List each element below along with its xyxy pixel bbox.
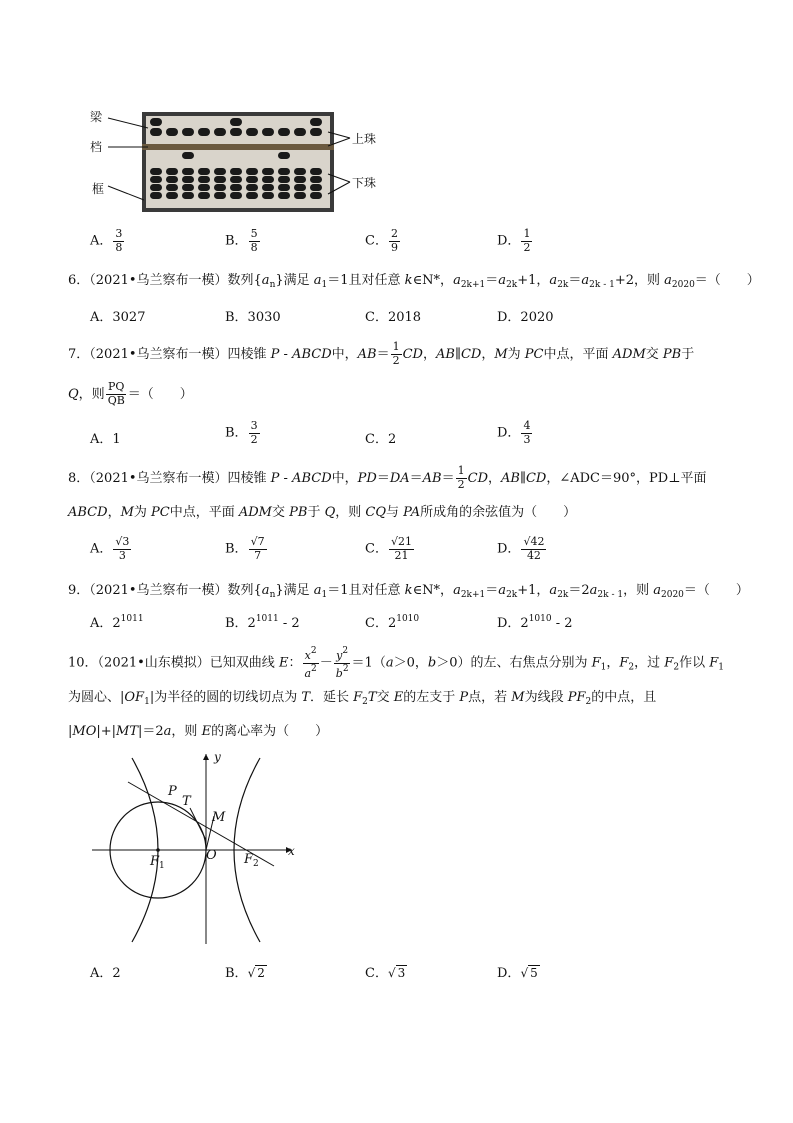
q7-option-b[interactable]: B． $\frac{3}{2}$	[225, 419, 258, 446]
abacus-figure	[88, 104, 418, 216]
q7-stem	[68, 338, 728, 412]
label-rod: 档	[90, 140, 103, 154]
q10-option-a[interactable]: A．2	[90, 966, 121, 981]
q5-option-d[interactable]	[497, 228, 533, 254]
q8-option-a[interactable]: A． $\frac{√3}{3}$	[90, 535, 130, 562]
q9-option-b[interactable]: B．$2^{1011} - 2$	[225, 614, 300, 631]
fig-label-y: y	[214, 750, 221, 764]
q8-option-d[interactable]: D． $\frac{√42}{42}$	[497, 535, 545, 562]
q5-option-d-fraction: $\frac{1}{2}$	[523, 227, 531, 254]
q5-option-c-fraction: $\frac{2}{9}$	[390, 227, 398, 254]
q9-option-d[interactable]: D．$2^{1010} - 2$	[497, 614, 573, 631]
label-beam: 梁	[90, 110, 103, 124]
q5-option-b-fraction: $\frac{5}{8}$	[250, 227, 258, 254]
q7-option-a[interactable]: A．1	[90, 432, 121, 447]
q8-line-1: 8．（2021•乌兰察布一模）四棱锥 P - ABCD中，PD＝DA＝AB＝ $\frac{1}{2}$ CD，AB∥CD，∠ADC＝90°，PD⊥平面	[68, 464, 707, 491]
q10-hyperbola-figure	[88, 748, 308, 948]
q6-line-1: 6．（2021•乌兰察布一模）数列$\{a_n\}$满足 $a_1=1$且对任意 k∈N*，$a_{2k+1}=a_{2k}+1$，$a_{2k}=a_{2k - 1}+2$，则 $a_{2020}=$（ ）	[68, 273, 760, 290]
q6-option-b[interactable]: B．3030	[225, 310, 281, 325]
q8-line-2: ABCD，M为 PC中点，平面 ADM交 PB于 Q，则 CQ与 PA所成角的余弦值为（ ）	[68, 505, 577, 520]
q7-line-1: 7．（2021•乌兰察布一模）四棱锥 P - ABCD中，AB＝ $\frac{1}{2}$ CD，AB∥CD，M为 PC中点，平面 ADM交 PB于	[68, 340, 695, 367]
fig-label-p: P	[168, 784, 177, 799]
q8-option-c[interactable]: C． $\frac{√21}{21}$	[365, 535, 412, 562]
q5-option-b[interactable]	[225, 228, 261, 254]
q8-option-b[interactable]: B． $\frac{√7}{7}$	[225, 535, 265, 562]
q9-option-c[interactable]: C．$2^{1010}$	[365, 614, 420, 631]
label-frame: 框	[92, 182, 105, 196]
fig-label-f1: $F_1$	[150, 854, 165, 871]
q5-option-d-letter: D．	[497, 233, 521, 249]
q5-option-a-letter: A．	[90, 233, 113, 249]
q5-option-c[interactable]	[365, 228, 401, 254]
q7-option-d[interactable]: D． $\frac{4}{3}$	[497, 419, 531, 446]
label-upper-bead: 上珠	[352, 132, 377, 146]
fig-label-o: O	[206, 848, 217, 863]
q10-line-1: 10．（2021•山东模拟）已知双曲线 E： $\frac{x^2}{a^2}$ － $\frac{y^2}{b^2}$ ＝1（a＞0，b＞0）的左、右焦点分别为 $F_1$，$F_2$，过 $F_2$作以 $F_1$	[68, 646, 724, 680]
q8-stem	[68, 462, 728, 530]
fig-label-x: x	[288, 844, 295, 858]
q6-option-a[interactable]: A．3027	[90, 310, 146, 325]
q5-option-b-letter: B．	[225, 233, 248, 249]
q10-option-c[interactable]: C．√ 3	[365, 966, 406, 981]
q7-option-c[interactable]: C．2	[365, 432, 397, 447]
q7-line-2: Q，则 $\frac{PQ}{QB}$ ＝（ ）	[68, 380, 193, 407]
q5-option-c-letter: C．	[365, 233, 388, 249]
q5-option-a[interactable]	[90, 228, 125, 254]
q10-stem	[68, 646, 728, 747]
q10-line-2: 为圆心、$|OF_1|$为半径的圆的切线切点为 T．延长 $F_2T$交 E的左支于 P点，若 M为线段 $PF_2$的中点，且	[68, 689, 657, 707]
label-lower-bead: 下珠	[352, 176, 377, 190]
q9-line-1: 9．（2021•乌兰察布一模）数列$\{a_n\}$满足 $a_1=1$且对任意 k∈N*，$a_{2k+1}=a_{2k}+1$，$a_{2k}=2a_{2k - 1}$，则 $a_{2020}=$（ ）	[68, 583, 749, 600]
q10-option-b[interactable]: B．√ 2	[225, 966, 265, 981]
fig-label-m: M	[212, 810, 226, 825]
fig-label-t: T	[182, 794, 191, 809]
q10-line-3: |MO|+|MT|＝2a，则 E的离心率为（ ）	[68, 723, 329, 739]
q6-option-d[interactable]: D．2020	[497, 310, 554, 325]
q9-stem	[68, 576, 749, 610]
q10-option-d[interactable]: D．√ 5	[497, 966, 538, 981]
hyperbola-diagram	[88, 748, 308, 948]
q9-option-a[interactable]: A．$2^{1011}$	[90, 614, 144, 631]
q6-option-c[interactable]: C．2018	[365, 310, 422, 325]
q6-stem	[68, 266, 760, 300]
abacus-illustration	[88, 104, 418, 216]
q5-option-a-fraction: $\frac{3}{8}$	[115, 227, 123, 254]
fig-label-f2: $F_2$	[244, 852, 259, 869]
